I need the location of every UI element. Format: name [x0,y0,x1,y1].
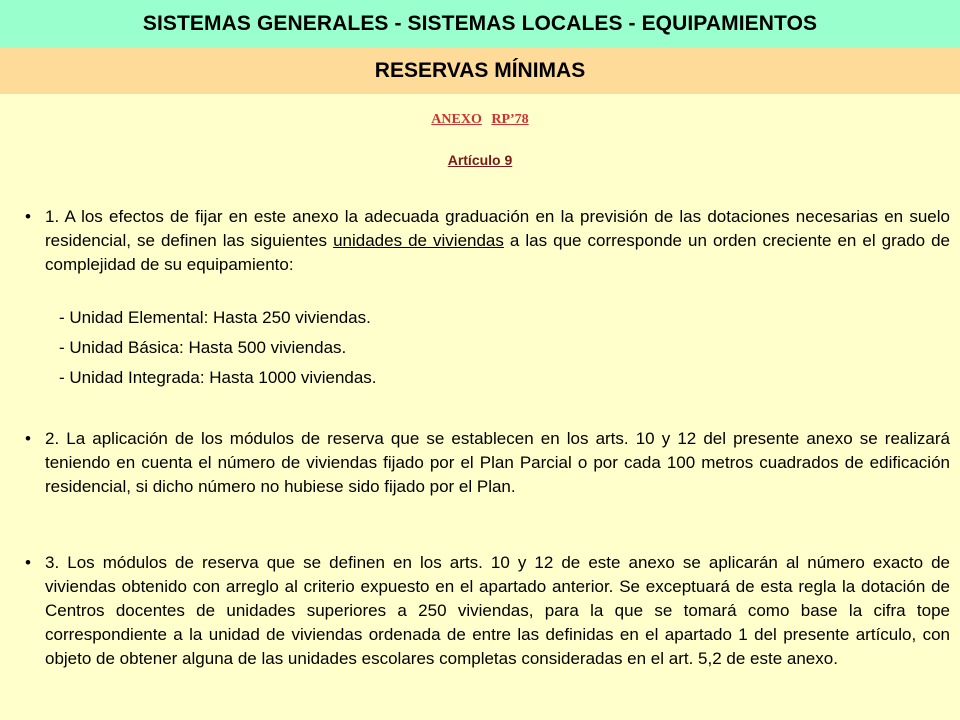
page-subtitle: RESERVAS MÍNIMAS [374,59,586,82]
unidades-viviendas-term: unidades de viviendas [333,231,504,250]
reference-links [0,112,960,128]
article-heading: Artículo 9 [447,152,513,168]
bullet-icon: • [25,553,31,572]
header-bar [0,0,960,48]
unit-item-elemental: - Unidad Elemental: Hasta 250 viviendas. [59,308,371,327]
paragraph-2 [25,427,950,499]
paragraph-1-text [45,205,950,277]
unit-item-basica: - Unidad Básica: Hasta 500 viviendas. [59,338,347,357]
anexo-link[interactable]: ANEXO [431,112,482,127]
units-list [59,305,377,395]
paragraph-2-text: 2. La aplicación de los módulos de reserva que se establecen en los arts. 10 y 12 del presente anexo se realizará teniendo en cuenta el número de viviendas fijado por el Plan Parcial o por cada 100 metros cuadrados de edificación residencial, si dicho número no hubiese sido fijado por el Plan. [45,429,950,496]
bullet-icon: • [25,207,31,226]
rp78-link[interactable]: RP’78 [491,112,529,127]
paragraph-3 [25,551,950,671]
paragraph-3-text: 3. Los módulos de reserva que se definen en los arts. 10 y 12 de este anexo se aplicarán al número exacto de viviendas obtenido con arreglo al criterio expuesto en el apartado anterior. Se exceptuará de esta regla la dotación de Centros docentes de unidades superiores a 250 viviendas, para la que se tomará como base la cifra tope correspondiente a la unidad de viviendas ordenada de entre las definidas en el apartado 1 del presente artículo, con objeto de obtener alguna de las unidades escolares completas consideradas en el art. 5,2 de este anexo. [45,553,950,668]
paragraph-1 [25,205,951,387]
paragraph-1-text-end: a las que corresponde un orden creciente en el grado de complejidad de su equipamiento: [45,231,951,274]
page-title: SISTEMAS GENERALES - SISTEMAS LOCALES - EQUIPAMIENTOS [142,12,818,35]
bullet-icon: • [25,429,31,448]
paragraph-1-text-start: 1. A los efectos de fijar en este anexo la adecuada graduación en la previsión de las dotaciones necesarias en suelo residencial, se definen las siguientes [45,207,950,250]
unit-item-integrada: - Unidad Integrada: Hasta 1000 viviendas. [59,368,377,387]
subheader-bar [0,48,960,94]
